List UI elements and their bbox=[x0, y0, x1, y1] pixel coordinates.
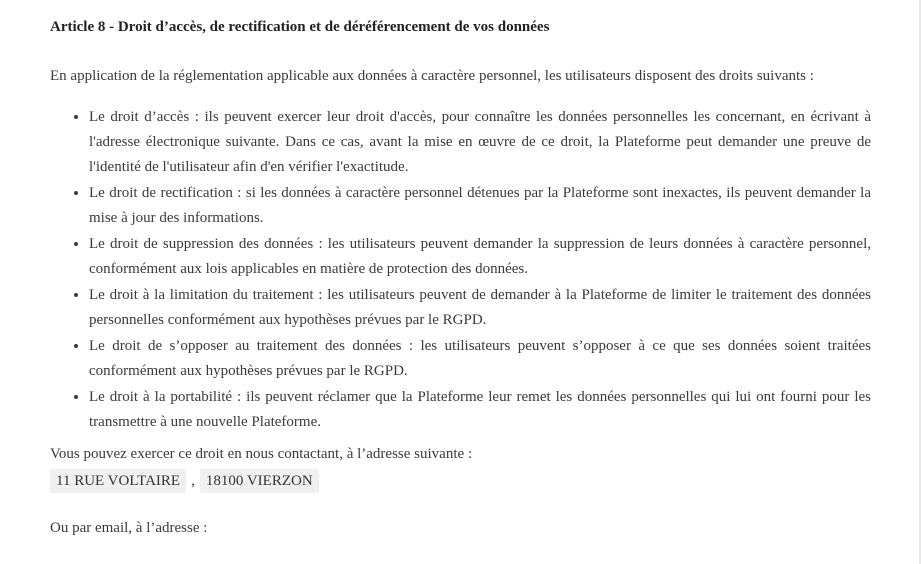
rights-list bbox=[50, 104, 871, 435]
article-title: Article 8 - Droit d’accès, de rectification et de déréférencement de vos données bbox=[50, 19, 550, 35]
list-item: • Le droit à la portabilité : ils peuvent réclamer que la Plateforme leur remet les données personnelles qui lui ont fourni pour les transmettre à une nouvelle Plateforme. bbox=[89, 384, 871, 435]
list-item: • Le droit à la limitation du traitement : les utilisateurs peuvent de demander à la Plateforme de limiter le traitement des données personnelles conformément aux hypothèses prévues par le RGPD. bbox=[89, 282, 871, 333]
email-paragraph: Ou par email, à l’adresse : bbox=[50, 520, 208, 536]
intro-paragraph: En application de la réglementation applicable aux données à caractère personnel, les utilisateurs disposent des droits suivants : bbox=[50, 68, 814, 84]
list-item: • Le droit de rectification : si les données à caractère personnel détenues par la Plateforme sont inexactes, ils peuvent demander la mise à jour des informations. bbox=[89, 180, 871, 231]
list-item: • Le droit de s’opposer au traitement des données : les utilisateurs peuvent s’opposer à ce que ses données soient traitées conformément aux hypothèses prévues par le RGPD. bbox=[89, 333, 871, 384]
list-item: • Le droit d’accès : ils peuvent exercer leur droit d'accès, pour connaître les données personnelles les concernant, en écrivant à l'adresse électronique suivante. Dans ce cas, avant la mise en œuvre de ce droit, la Plateforme peut demander une preuve de l'identité de l'utilisateur afin d'en vérifier l'exactitude. bbox=[89, 104, 871, 180]
postal-address bbox=[50, 469, 319, 493]
list-item: • Le droit de suppression des données : les utilisateurs peuvent demander la suppression de leurs données à caractère personnel, conformément aux lois applicables en matière de protection des données. bbox=[89, 231, 871, 282]
address-street: 11 RUE VOLTAIRE bbox=[50, 469, 186, 493]
address-city: 18100 VIERZON bbox=[200, 469, 319, 493]
address-separator: , bbox=[191, 473, 195, 489]
contact-paragraph: Vous pouvez exercer ce droit en nous contactant, à l’adresse suivante : bbox=[50, 446, 473, 462]
